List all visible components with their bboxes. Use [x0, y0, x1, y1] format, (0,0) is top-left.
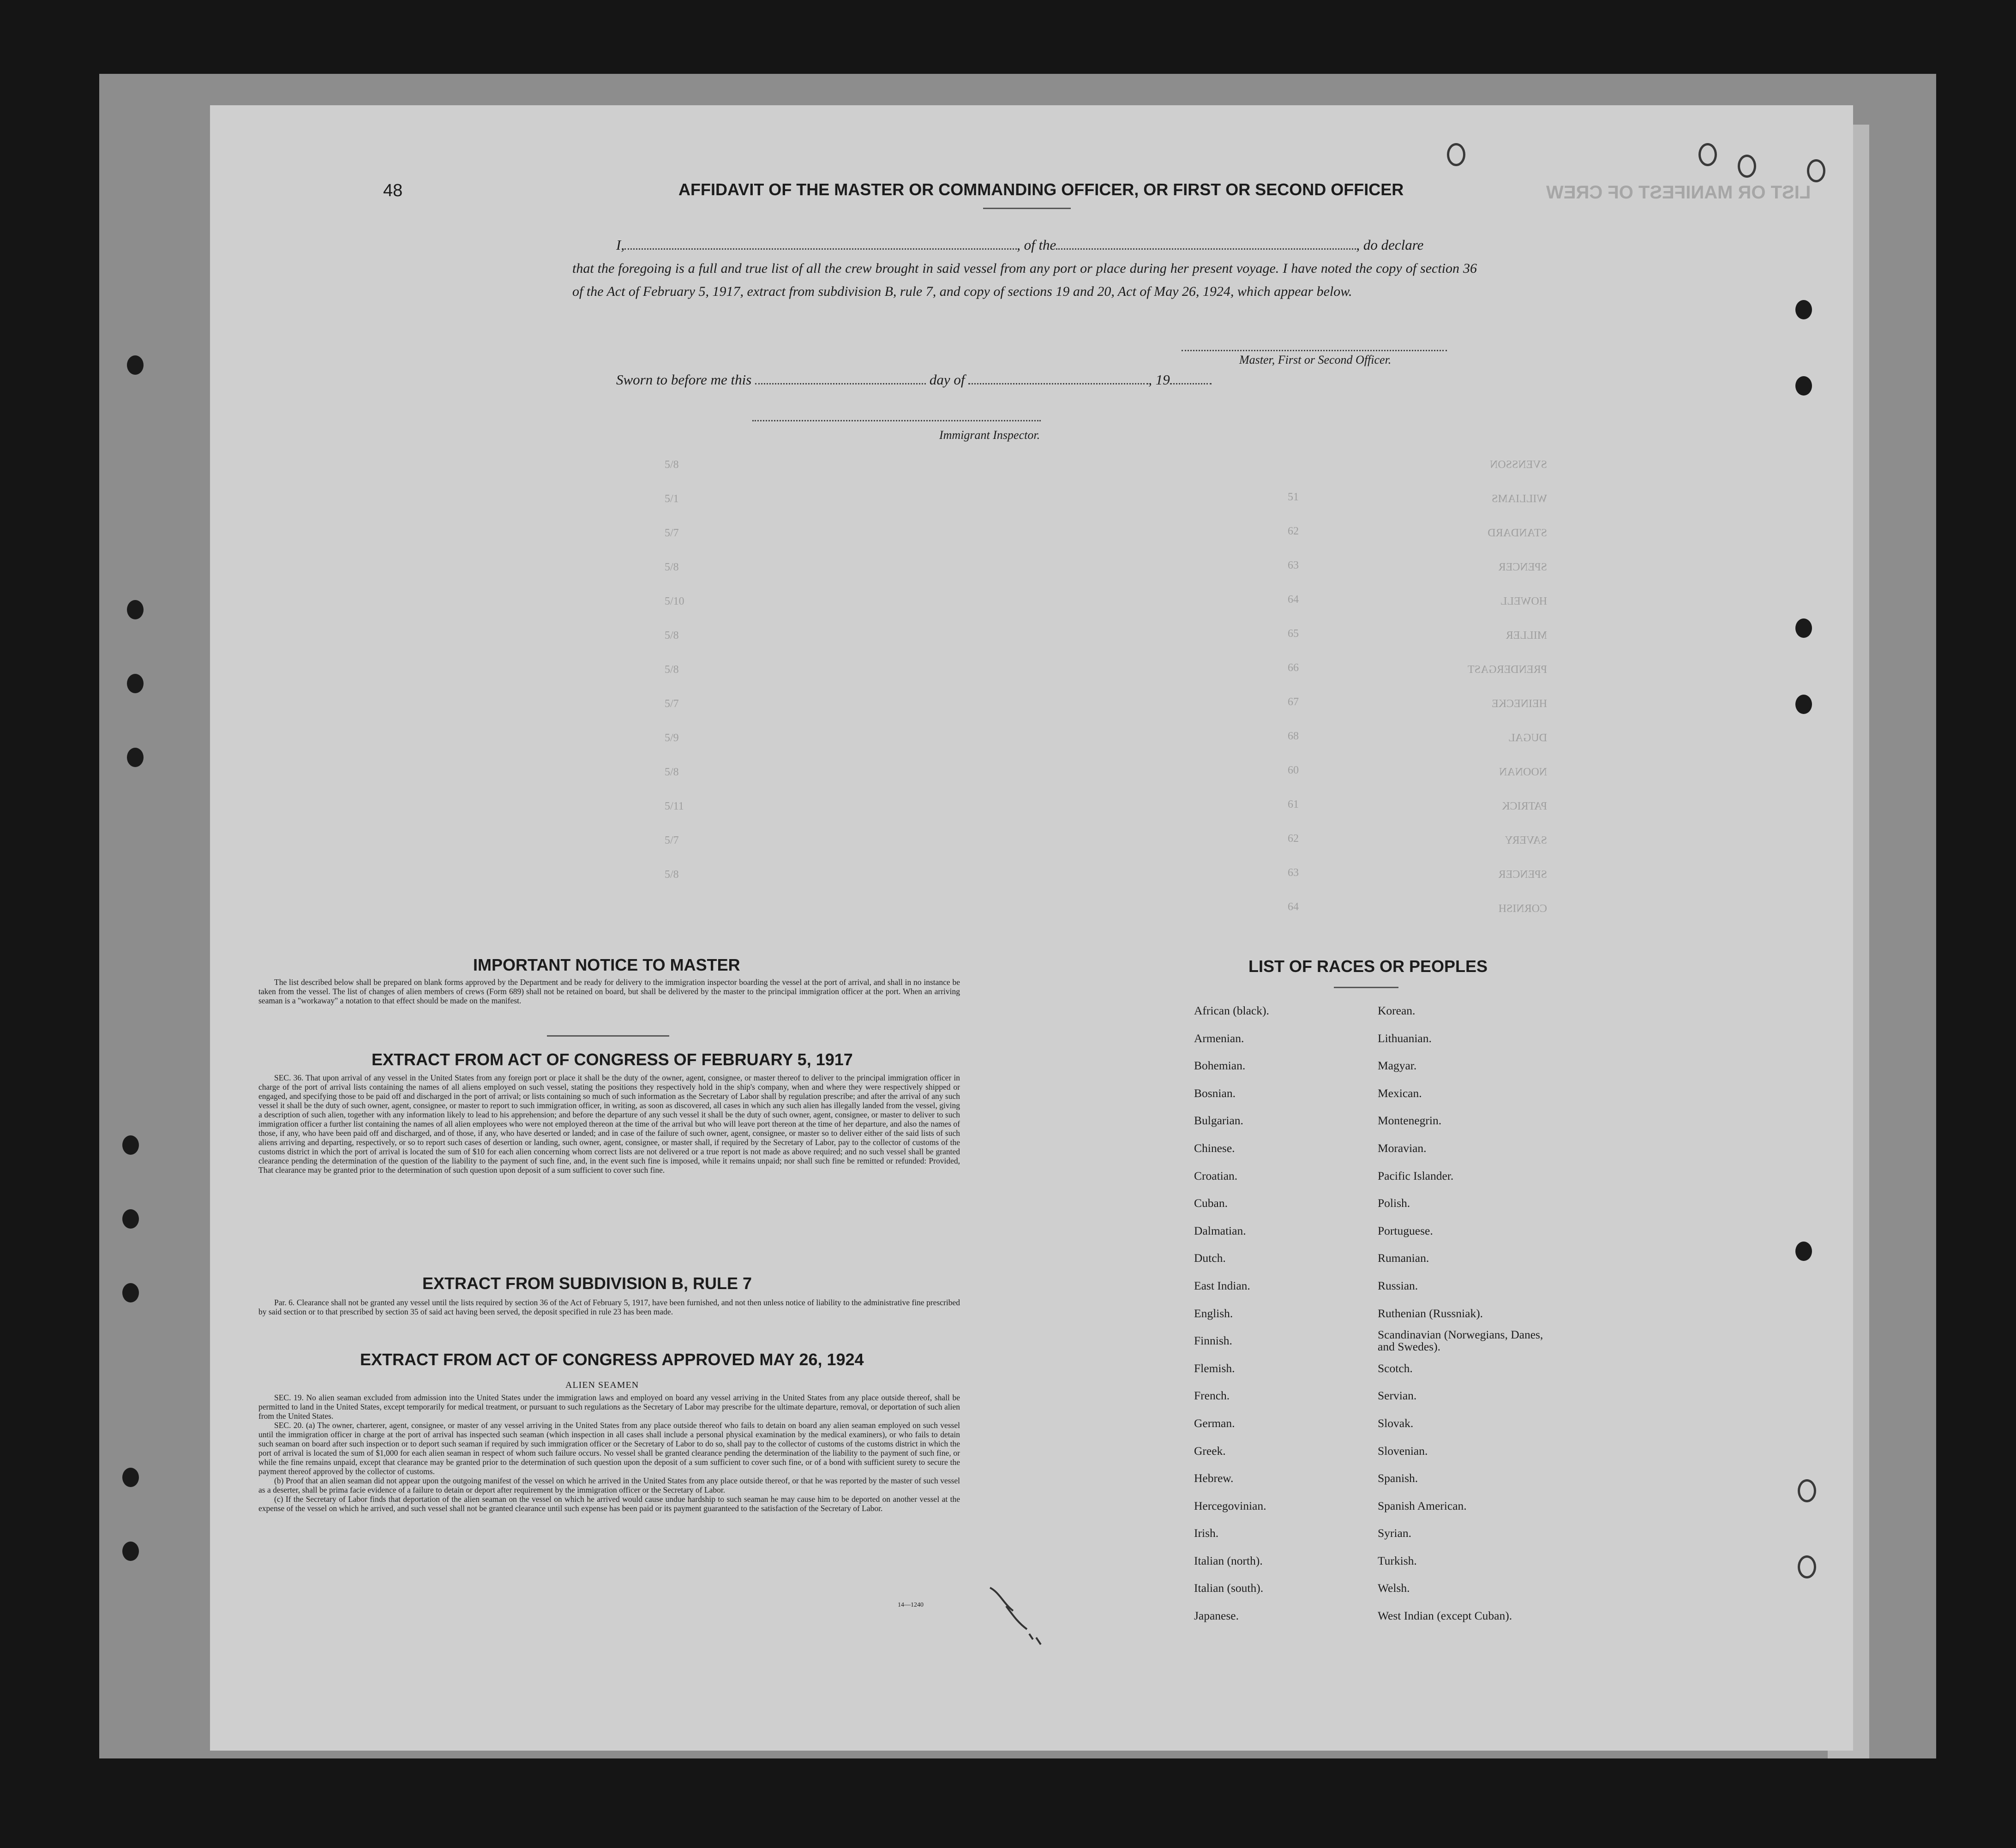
race-item: Bosnian.: [1194, 1086, 1236, 1100]
vessel-blank[interactable]: [1056, 234, 1356, 250]
race-item: Italian (north).: [1194, 1554, 1263, 1567]
race-item: Scandinavian (Norwegians, Danes, and Swedes).: [1378, 1328, 1543, 1354]
race-item: Magyar.: [1378, 1059, 1417, 1073]
race-item: Japanese.: [1194, 1609, 1239, 1623]
race-item: Pacific Islander.: [1378, 1169, 1454, 1182]
race-item: Croatian.: [1194, 1169, 1238, 1182]
binder-ring: [1798, 1555, 1816, 1578]
race-item: Bulgarian.: [1194, 1114, 1243, 1128]
page-number: 48: [383, 181, 403, 200]
race-item: German.: [1194, 1416, 1235, 1430]
inspector-caption: Immigrant Inspector.: [939, 428, 1040, 442]
binder-ring: [1447, 143, 1465, 166]
races-right-column: [1378, 997, 1544, 1630]
sworn-year-blank[interactable]: [1170, 369, 1212, 384]
race-item: Hercegovinian.: [1194, 1499, 1266, 1512]
race-item: Polish.: [1378, 1196, 1410, 1210]
race-item: Servian.: [1378, 1389, 1417, 1403]
race-item: Spanish.: [1378, 1471, 1418, 1485]
race-item: Syrian.: [1378, 1526, 1411, 1540]
race-item: Italian (south).: [1194, 1581, 1264, 1595]
binder-ring: [1738, 155, 1756, 178]
race-item: Irish.: [1194, 1526, 1219, 1540]
binder-hole: [1795, 618, 1812, 638]
affidavit-title: AFFIDAVIT OF THE MASTER OR COMMANDING OFFICER, OR FIRST OR SECOND OFFICER: [678, 180, 1404, 199]
binder-ring: [1698, 143, 1717, 166]
race-item: Dutch.: [1194, 1251, 1226, 1265]
extract-1924-subtitle: ALIEN SEAMEN: [565, 1380, 639, 1390]
race-item: Flemish.: [1194, 1361, 1235, 1375]
extract-1924-title: EXTRACT FROM ACT OF CONGRESS APPROVED MAY 26, 1924: [360, 1350, 864, 1369]
day-of: day of: [929, 372, 965, 388]
race-item: Scotch.: [1378, 1361, 1413, 1375]
sec-20c-paragraph: (c) If the Secretary of Labor finds that deportation of the alien seaman on the vessel on which he arrived would cause undue hardship to such seaman he may cause him to be deported on another vessel at the expense of the vessel on which he arrived, and such vessel shall not be granted clearance until such expense has been paid or its payment guaranteed to the satisfaction of the Secretary of Labor.: [258, 1494, 960, 1513]
race-item: Finnish.: [1194, 1334, 1232, 1348]
race-item: Dalmatian.: [1194, 1224, 1246, 1237]
master-caption: Master, First or Second Officer.: [1239, 353, 1392, 366]
extract-rule7-title: EXTRACT FROM SUBDIVISION B, RULE 7: [422, 1274, 752, 1293]
race-item: Montenegrin.: [1378, 1114, 1442, 1128]
binder-hole: [122, 1283, 139, 1302]
binder-hole: [122, 1135, 139, 1155]
bleed-through-column: SVENSSON WILLIAMS STANDARD SPENCER HOWELL MILLER PRENDERGAST HEINECKE DUGAL NOONAN PATRICK SAVERY SPENCER CORNISH: [1468, 459, 1548, 915]
binder-ring: [1798, 1479, 1816, 1502]
section-rule: [547, 1035, 669, 1037]
race-item: East Indian.: [1194, 1278, 1250, 1292]
extract-1917-paragraph: SEC. 36. That upon arrival of any vessel in the United States from any foreign port or place it shall be the duty of the owner, agent, consignee, or master thereof to deliver to the principal immigration officer in charge of the port of arrival lists containing the names of all aliens employed on such vessel, stating the positions they respectively hold in the ship's company, when and where they were respectively shipped or engaged, and specifying those to be paid off and discharged in the port of arrival; or lists containing so much of such information as the Secretary of Labor shall by regulation prescribe; and after the arrival of any such vessel it shall be the duty of such owner, agent, consignee, or master to report to such immigration officer, in writing, as soon as discovered, all cases in which any such alien has illegally landed from the vessel, giving a description of such alien, together with any information likely to lead to his apprehension; and before the departure of any such vessel it shall be the duty of such owner, agent, consignee, or master to deliver to such immigration officer a further list containing the names of all alien employees who were not employed thereon at the time of the arrival but who will leave port thereon at the time of her departure, and also the names of those, if any, who have been paid off and discharged, and of those, if any, who have deserted or landed; and in case of the failure of such owner, agent, consignee, or master so to deliver either of the said lists of such aliens arriving and departing, respectively, or so to report such cases of desertion or landing, such owner, agent, consignee, or master shall, if required by the Secretary of Labor, pay to the collector of customs of the customs district in which the port of arrival is located the sum of $10 for each alien concerning whom correct lists are not delivered or a true report is not made as above required; and no such vessel shall be granted clearance pending the determination of the question of the liability to the payment of such fine, and, in the event such fine is imposed, while it remains unpaid; nor shall such fine be remitted or refunded: Provided, That clearance may be granted prior to the determination of such question upon deposit of a sum sufficient to cover such fine.: [258, 1073, 960, 1175]
binder-hole: [122, 1542, 139, 1561]
line-of-the: , of the: [1017, 237, 1056, 253]
notice-text: [258, 978, 960, 1005]
race-item: Spanish American.: [1378, 1499, 1467, 1512]
sec-20b-paragraph: (b) Proof that an alien seaman did not appear upon the outgoing manifest of the vessel on which he arrived in the United States from any place outside thereof, or that he was reported by the master of such vessel as a deserter, shall be prima facie evidence of a failure to detain or deport after requirement by the immigration officer or the Secretary of Labor.: [258, 1476, 960, 1494]
extract-1917-text: [258, 1073, 960, 1175]
race-item: Russian.: [1378, 1278, 1418, 1292]
form-number: 14—1240: [898, 1602, 924, 1608]
line-i: I,: [616, 237, 625, 253]
race-item: Rumanian.: [1378, 1251, 1429, 1265]
bleed-through-column: 51 62 63 64 65 66 67 68 60 61 62 63 64: [1288, 491, 1299, 913]
sec-20a-paragraph: SEC. 20. (a) The owner, charterer, agent, consignee, or master of any vessel arriving in the United States from any place outside thereof who fails to detain on board any alien seaman employed on such vessel until the immigration officer in charge at the port of arrival has inspected such seaman (which inspection in all cases shall include a personal physical examination by the medical examiners), or who fails to detain such seaman on board after such inspection or to deport such seaman if required by such immigration officer or the Secretary of Labor to do so, shall pay to the collector of customs of the customs district in which the port of arrival is located the sum of $1,000 for each alien seaman in respect of whom such failure occurs. No vessel shall be granted clearance pending the determination of the liability to the payment of such fine, or while the fine remains unpaid, except that clearance may be granted prior to the determination of such question upon the deposit of a sum sufficient to cover such fine, or of a bond with sufficient surety to secure the payment thereof approved by the collector of customs.: [258, 1421, 960, 1476]
race-item: Chinese.: [1194, 1141, 1235, 1155]
race-item: Korean.: [1378, 1004, 1416, 1017]
races-left-column: [1194, 997, 1269, 1630]
binder-hole: [1795, 300, 1812, 319]
race-item: Ruthenian (Russniak).: [1378, 1306, 1483, 1320]
sworn-line: [616, 369, 1212, 388]
notice-paragraph: The list described below shall be prepared on blank forms approved by the Department and be ready for delivery to the immigration inspector boarding the vessel at the port of arrival, and shall in no instance be taken from the vessel. The list of changes of alien members of crews (Form 689) shall not be retained on board, but shall be delivered by the master to the principal immigration officer at the port. When an arriving seaman is a "workaway" a notation to that effect should be made on the manifest.: [258, 978, 960, 1005]
handwritten-mark: [985, 1578, 1050, 1648]
race-item: English.: [1194, 1306, 1233, 1320]
race-item: Greek.: [1194, 1444, 1226, 1458]
binder-ring: [1807, 159, 1825, 182]
race-item: Bohemian.: [1194, 1059, 1246, 1073]
bleed-through-header: LIST OR MANIFEST OF CREW: [1546, 182, 1811, 203]
affidavit-declaration-line: [616, 234, 1423, 253]
affidavit-body: that the foregoing is a full and true list of all the crew brought in said vessel from any port or place during her present voyage. I have noted the copy of section 36 of the Act of February 5, 1917, extract from subdivision B, rule 7, and copy of sections 19 and 20, Act of May 26, 1924, which appear below.: [572, 261, 1477, 299]
binder-hole: [122, 1209, 139, 1229]
binder-hole: [127, 600, 144, 619]
race-item: French.: [1194, 1389, 1230, 1403]
bleed-through-column: 5/8 5/1 5/7 5/8 5/10 5/8 5/8 5/7 5/9 5/8 5/11 5/7 5/8: [665, 459, 684, 881]
binder-hole: [1795, 1242, 1812, 1261]
binder-hole: [127, 674, 144, 693]
extract-rule7-text: [258, 1298, 960, 1316]
extract-rule7-paragraph: Par. 6. Clearance shall not be granted any vessel until the lists required by section 36 of the Act of February 5, 1917, have been furnished, and not then unless notice of liability to the administrative fine prescribed by said section or to that prescribed by section 35 of said act having been served, the deposit specified in rule 23 has been made.: [258, 1298, 960, 1316]
race-item: African (black).: [1194, 1004, 1269, 1017]
race-item: West Indian (except Cuban).: [1378, 1609, 1512, 1623]
extract-1924-text: [258, 1393, 960, 1513]
sworn-day-blank[interactable]: [755, 369, 926, 384]
race-item: Lithuanian.: [1378, 1031, 1432, 1045]
race-item: Hebrew.: [1194, 1471, 1234, 1485]
binder-hole: [1795, 695, 1812, 714]
races-title-rule: [1334, 987, 1398, 988]
inspector-signature-line[interactable]: [752, 420, 1041, 421]
sworn-before: Sworn to before me this: [616, 372, 752, 388]
race-item: Welsh.: [1378, 1581, 1410, 1595]
binder-hole: [127, 355, 144, 375]
extract-1917-title: EXTRACT FROM ACT OF CONGRESS OF FEBRUARY 5, 1917: [372, 1050, 853, 1069]
line-declare: , do declare: [1356, 237, 1424, 253]
binder-hole: [122, 1468, 139, 1487]
name-blank[interactable]: [624, 234, 1017, 250]
race-item: Moravian.: [1378, 1141, 1427, 1155]
race-item: Cuban.: [1194, 1196, 1228, 1210]
race-item: Slovenian.: [1378, 1444, 1428, 1458]
binder-hole: [127, 748, 144, 767]
master-signature-line[interactable]: [1182, 350, 1447, 351]
binder-hole: [1795, 376, 1812, 396]
race-item: Mexican.: [1378, 1086, 1422, 1100]
race-item: Portuguese.: [1378, 1224, 1433, 1237]
race-item: Turkish.: [1378, 1554, 1417, 1567]
year-prefix: , 19: [1148, 372, 1170, 388]
sworn-month-blank[interactable]: [968, 369, 1148, 384]
race-item: Armenian.: [1194, 1031, 1244, 1045]
sec-19-paragraph: SEC. 19. No alien seaman excluded from admission into the United States under the immigration laws and employed on board any vessel arriving in the United States from any place outside thereof, shall be permitted to land in the United States, except temporarily for medical treatment, or pursuant to such regulations as the Secretary of Labor may prescribe for the ultimate departure, removal, or deportation of such alien from the United States.: [258, 1393, 960, 1421]
races-title: LIST OF RACES OR PEOPLES: [1248, 957, 1488, 976]
title-rule: [983, 208, 1071, 209]
notice-title: IMPORTANT NOTICE TO MASTER: [473, 955, 740, 974]
race-item: Slovak.: [1378, 1416, 1414, 1430]
